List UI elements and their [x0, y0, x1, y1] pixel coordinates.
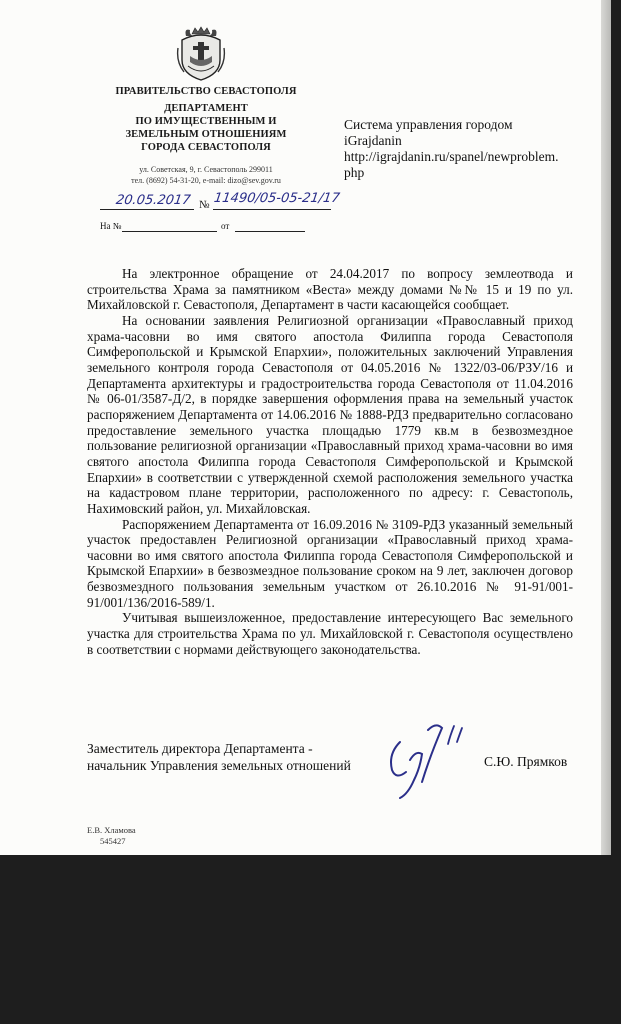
- executor-name: Е.В. Хламова: [87, 825, 136, 835]
- signer-name: С.Ю. Прямков: [484, 754, 568, 769]
- handwritten-signature: [370, 720, 480, 800]
- addressee-line: Система управления городом: [344, 117, 513, 132]
- department-title-line: ЗЕМЕЛЬНЫМ ОТНОШЕНИЯМ: [125, 129, 287, 140]
- department-title-line: ГОРОДА СЕВАСТОПОЛЯ: [141, 142, 271, 153]
- addressee-line: iGrajdanin: [344, 133, 402, 148]
- coat-of-arms-icon: [176, 26, 226, 82]
- government-title: ПРАВИТЕЛЬСТВО СЕВАСТОПОЛЯ: [115, 86, 297, 97]
- department-title-line: ПО ИМУЩЕСТВЕННЫМ И: [135, 116, 277, 127]
- body-paragraph: Учитывая вышеизложенное, предоставление интересующего Вас земельного участка для строительства Храма по ул. Михайловской г. Севастополя осуществлено в соответствии с нормами действующего законодательства.: [87, 610, 573, 657]
- paper-edge: [601, 0, 611, 855]
- executor-phone: 545427: [100, 836, 126, 846]
- signer-title-line: Заместитель директора Департамента -: [87, 741, 313, 756]
- reference-number-underline: [122, 231, 217, 232]
- reference-number-label: На №: [100, 221, 122, 231]
- registration-date: 20.05.2017: [114, 193, 192, 208]
- body-paragraph: Распоряжением Департамента от 16.09.2016 № 3109-РДЗ указанный земельный участок предоставлен Религиозной организации «Православный приход храма-часовни во имя святого апостола Филиппа города Севастополя Симферопольской и Крымской Епархии» в безвозмездное пользование сроком на 9 лет, заключен договор безвозмездного пользования земельным участком от 26.10.2016 № 91-91/001-91/001/136/2016-589/1.: [87, 516, 573, 610]
- reference-date-label: от: [221, 221, 230, 231]
- addressee-link: http://igrajdanin.ru/spanel/newproblem.: [344, 149, 559, 164]
- signer-title-line: начальник Управления земельных отношений: [87, 758, 351, 773]
- registration-number: 11490/05-05-21/17: [212, 191, 341, 206]
- body-paragraph: На основании заявления Религиозной организации «Православный приход храма-часовни во имя святого апостола Филиппа города Севастополя Симферопольской и Крымской Епархии», положительных заключений Управления земельного контроля города Севастополя от 04.05.2016 № 1322/03-06/РЗУ/16 и Департамента архитектуры и градостроительства города Севастополя от 11.04.2016 № 06-01/3587-Д/2, в порядке завершения оформления права на земельный участок распоряжением Департамента от 14.06.2016 № 1888-РДЗ предварительно согласовано предоставление земельного участка площадью 1779 кв.м в безвозмездное пользование религиозной организации «Православный приход храма-часовни во имя святого апостола Филиппа города Севастополя Симферопольской и Крымской Епархии» в соответствии с утвержденной схемой расположения земельного участка на кадастровом плане территории, расположенного по адресу: г. Севастополь, Нахимовский район, ул. Михайловская.: [87, 312, 573, 516]
- department-contacts: тел. (8692) 54-31-20, e-mail: dizo@sev.gov.ru: [131, 176, 281, 185]
- body-paragraph: На электронное обращение от 24.04.2017 по вопросу землеотвода и строительства Храма за памятником «Веста» между домами №№ 15 и 19 по ул. Михайловской г. Севастополя, Департамент в части касающейся сообщает.: [87, 266, 573, 313]
- department-title-line: ДЕПАРТАМЕНТ: [164, 103, 248, 114]
- number-underline: [213, 209, 331, 210]
- addressee-link: php: [344, 165, 365, 180]
- department-address: ул. Советская, 9, г. Севастополь 299011: [139, 165, 273, 174]
- date-underline: [100, 209, 194, 210]
- registration-number-sign: №: [199, 199, 210, 211]
- letter-body: [87, 266, 573, 657]
- reference-date-underline: [235, 231, 305, 232]
